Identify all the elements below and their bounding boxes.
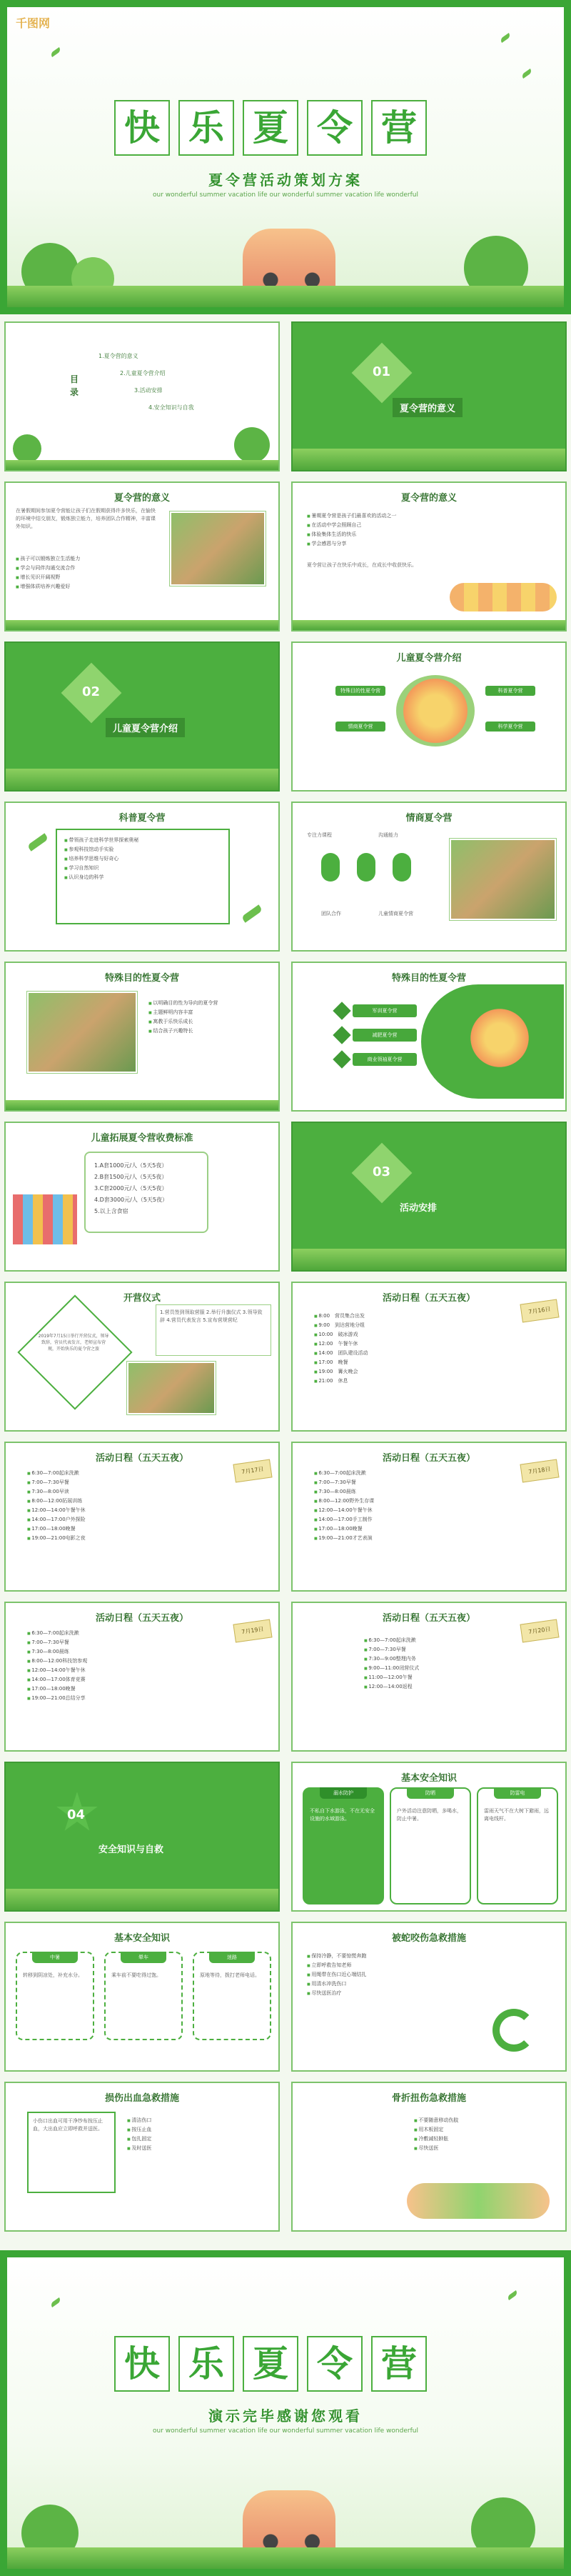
bullet-item: ■ 学会感恩与分享 [307, 539, 550, 549]
science-box [56, 829, 230, 924]
ending-slide [0, 2250, 571, 2576]
day5-slide [291, 1602, 567, 1752]
grass [6, 1100, 278, 1110]
slide-title: 活动日程（五天五夜） [95, 1613, 188, 1624]
day1-slide [291, 1282, 567, 1432]
date-tag: 7月17日 [233, 1459, 272, 1483]
card-header: 防雷电 [494, 1787, 541, 1799]
toc-item[interactable]: 1.夏令营的意义 [98, 353, 138, 359]
snake-bullets [307, 1952, 500, 1998]
ending-title [114, 2336, 427, 2392]
eq-pill [321, 853, 340, 882]
cover-english: our wonderful summer vacation life our wonderful summer vacation life wonderful [153, 191, 418, 199]
opening-box-text: 1.营员签到领取营服 2.举行升旗仪式 3.领导致辞 4.营员代表发言 5.宣布营规营纪 [160, 1309, 263, 1323]
section-slide-02 [4, 641, 280, 792]
toc-slide [4, 321, 280, 471]
safety-slide-1 [291, 1762, 567, 1912]
card-header: 迷路 [209, 1952, 255, 1963]
bullet-item: ■ 按压止血 [127, 2125, 263, 2135]
tree-icon [234, 427, 270, 463]
title-char: 夏 [243, 100, 298, 156]
schedule-item: ■ 7:30—9:00整理内务 [364, 1654, 507, 1664]
kids-water-photo [27, 992, 137, 1073]
schedule-item: ■ 9:00—11:00闭营仪式 [364, 1664, 507, 1673]
opening-diamond [17, 1294, 132, 1409]
eq-slide [291, 802, 567, 952]
bleed-slide [4, 2082, 280, 2232]
bullet-item: ■ 用绳带在伤口近心端结扎 [307, 1970, 500, 1980]
schedule-item: ■ 14:00—17:00户外探险 [27, 1515, 220, 1524]
title-char: 令 [307, 2336, 363, 2392]
schedule-item: ■ 11:00—12:00午餐 [364, 1673, 507, 1682]
grass [6, 460, 278, 470]
schedule-item: ■ 12:00—14:00午餐午休 [314, 1506, 507, 1515]
schedule-item: ■ 19:00—21:00总结分享 [27, 1694, 220, 1703]
leaf-icon [50, 2297, 62, 2307]
schedule-item: ■ 12:00 午餐午休 [314, 1339, 507, 1349]
schedule-item: ■ 8:00—12:00野外生存课 [314, 1497, 507, 1506]
date-tag: 7月19日 [233, 1619, 272, 1643]
tag-badge: 科普夏令营 [485, 686, 535, 696]
bullet-item: ■ 学会与同伴沟通交流合作 [16, 564, 158, 573]
group-photo [127, 1362, 216, 1414]
eq-pill [357, 853, 375, 882]
slide-title: 特殊目的性夏令营 [391, 973, 466, 984]
slide-title: 科普夏令营 [118, 813, 166, 824]
fees-slide [4, 1122, 280, 1272]
science-bullets [64, 836, 221, 882]
slide-title: 特殊目的性夏令营 [104, 973, 179, 984]
slide-title: 骨折扭伤急救措施 [391, 2093, 466, 2104]
fee-line: 3.C套2000元/人（5天5夜） [94, 1185, 168, 1192]
kids-photo [170, 511, 266, 586]
cover-slide [0, 0, 571, 314]
card-header: 晕车 [121, 1952, 166, 1963]
intro-slide [291, 641, 567, 792]
fee-line: 4.D套3000元/人（5天5夜） [94, 1197, 168, 1203]
grass [7, 2547, 564, 2569]
logo: 千图网 [16, 16, 51, 30]
day4-slide [4, 1602, 280, 1752]
slide-title: 开营仪式 [123, 1293, 161, 1304]
leaf-icon [500, 33, 512, 43]
bullet-item: ■ 培养科学思维与好奇心 [64, 854, 221, 864]
bullet-item: ■ 增强体质培养兴趣爱好 [16, 582, 158, 591]
schedule-item: ■ 14:00—17:00体育竞赛 [27, 1675, 220, 1684]
eq-pill [393, 853, 411, 882]
schedule-item: ■ 7:30—8:00晨练 [27, 1647, 220, 1657]
schedule-item: ■ 6:30—7:00起床洗漱 [27, 1629, 220, 1638]
meaning-slide-1 [4, 481, 280, 631]
bicycle-kids-illustration [243, 229, 335, 293]
schedule-item: ■ 7:00—7:30早餐 [364, 1645, 507, 1654]
schedule-item: ■ 12:00—14:00返程 [364, 1682, 507, 1692]
card-body: 乘车前不要吃得过饱。 [111, 1972, 161, 1978]
tag-badge: 特殊目的性夏令营 [335, 686, 385, 696]
grass [6, 769, 278, 790]
date-tag: 7月16日 [520, 1299, 559, 1323]
toc-list [98, 348, 194, 416]
meaning-paragraph: 夏令营让孩子在快乐中成长，在成长中收获快乐。 [307, 562, 417, 568]
hex-icon [333, 1026, 350, 1044]
card-header: 溺水防护 [320, 1787, 367, 1799]
special-slide-2 [291, 962, 567, 1112]
fracture-bullets [414, 2116, 550, 2153]
section-title: 活动安排 [400, 1203, 438, 1214]
schedule-item: ■ 7:00—7:30早餐 [27, 1638, 220, 1647]
section-number: 02 [82, 684, 101, 699]
special-slide-1 [4, 962, 280, 1112]
section-slide-03 [291, 1122, 567, 1272]
schedule-list [314, 1312, 507, 1386]
toc-item[interactable]: 2.儿童夏令营介绍 [120, 370, 166, 376]
slide-title: 儿童拓展夏令营收费标准 [91, 1133, 193, 1144]
schedule-item: ■ 14:00—17:00手工制作 [314, 1515, 507, 1524]
schedule-item: ■ 17:00 晚餐 [314, 1358, 507, 1367]
section-title: 安全知识与自救 [98, 1844, 164, 1855]
safety-card [390, 1787, 471, 1904]
toc-item[interactable]: 4.安全知识与自我 [148, 404, 194, 411]
bullet-item: ■ 冷敷减轻肿胀 [414, 2135, 550, 2144]
schedule-list [314, 1469, 507, 1543]
safety-card [477, 1787, 558, 1904]
grass [6, 1889, 278, 1910]
kids-illustration [450, 583, 557, 611]
bullet-item: ■ 不要随意移动伤肢 [414, 2116, 550, 2125]
ending-english: our wonderful summer vacation life our wonderful summer vacation life wonderful [153, 2427, 418, 2435]
fee-line: 5.以上含食宿 [94, 1208, 128, 1214]
bullet-item: ■ 以明确目的性为导向的夏令营 [148, 999, 270, 1008]
card-body: 不私自下水游泳，不在无安全设施的水域游泳。 [310, 1808, 375, 1822]
bullet-item: ■ 用清水冲洗伤口 [307, 1980, 500, 1989]
item-badge: 军训夏令营 [353, 1004, 417, 1017]
schedule-item: ■ 6:30—7:00起床洗漱 [364, 1636, 507, 1645]
safety-card [16, 1952, 94, 2040]
fees-list [94, 1160, 168, 1217]
bullet-item: ■ 立即呼救告知老师 [307, 1961, 500, 1970]
safety-card [303, 1787, 384, 1904]
eq-label: 沟通能力 [378, 832, 398, 838]
hex-icon [333, 1050, 350, 1068]
schedule-item: ■ 8:00—12:00科技馆参观 [27, 1657, 220, 1666]
science-slide [4, 802, 280, 952]
section-title: 儿童夏令营介绍 [106, 718, 185, 737]
kids-group-illustration [396, 675, 475, 747]
schedule-list [27, 1469, 220, 1543]
schedule-item: ■ 6:30—7:00起床洗漱 [27, 1469, 220, 1478]
schedule-list [27, 1629, 220, 1703]
bullet-item: ■ 主题鲜明内容丰富 [148, 1008, 270, 1017]
schedule-item: ■ 7:00—7:30早餐 [314, 1478, 507, 1487]
grass [293, 620, 565, 630]
slide-title: 被蛇咬伤急救措施 [391, 1933, 466, 1944]
bullet-item: ■ 尽快送医 [414, 2144, 550, 2153]
title-char: 夏 [243, 2336, 298, 2392]
leaf-icon [507, 2290, 519, 2300]
title-char: 令 [307, 100, 363, 156]
card-body: 转移到阴凉处，补充水分。 [23, 1972, 83, 1978]
safety-slide-2 [4, 1922, 280, 2072]
card-header: 中暑 [32, 1952, 78, 1963]
title-char: 乐 [178, 100, 234, 156]
opening-diamond-text: 2019年7月15日举行开营仪式，领导致辞，营员代表发言，老师宣布营规，开始快乐的夏令营之旅 [38, 1334, 109, 1352]
slide-title: 儿童夏令营介绍 [396, 653, 462, 664]
schedule-item: ■ 12:00—14:00午餐午休 [27, 1506, 220, 1515]
schedule-item: ■ 19:00 篝火晚会 [314, 1367, 507, 1377]
toc-label: 目录 [70, 374, 79, 397]
bicycle-kids-illustration [243, 2490, 335, 2555]
bullet-item: ■ 及时送医 [127, 2144, 263, 2153]
snake-slide [291, 1922, 567, 2072]
slide-title: 夏令营的意义 [400, 493, 457, 504]
schedule-item: ■ 17:00—18:00晚餐 [314, 1524, 507, 1534]
grass [6, 620, 278, 630]
fee-line: 2.B套1500元/人（5天5夜） [94, 1174, 168, 1180]
card-body: 原地等待，拨打老师电话。 [200, 1972, 260, 1978]
slide-title: 活动日程（五天五夜） [382, 1613, 475, 1624]
title-char: 快 [114, 2336, 170, 2392]
title-char: 营 [371, 2336, 427, 2392]
leaf-icon [50, 47, 62, 57]
eq-label: 团队合作 [321, 911, 341, 917]
tag-badge: 情商夏令营 [335, 722, 385, 732]
eq-label: 儿童情商夏令营 [378, 911, 413, 917]
slide-title: 活动日程（五天五夜） [382, 1293, 475, 1304]
section-slide-04 [4, 1762, 280, 1912]
cover-title [114, 100, 427, 156]
toc-item[interactable]: 3.活动安排 [134, 387, 163, 394]
meaning-paragraph: 在暑假期间参加夏令营能让孩子们在假期获得许多快乐，在愉快的环境中结交朋友，锻炼独立能力，培养团队合作精神，丰富课外知识。 [16, 508, 156, 529]
meaning-bullets [307, 511, 550, 549]
bleed-left-text: 小伤口出血可用干净纱布按压止血，大出血应立即呼救并送医。 [33, 2118, 103, 2132]
schedule-item: ■ 6:30—7:00起床洗漱 [314, 1469, 507, 1478]
schedule-item: ■ 19:00—21:00才艺表演 [314, 1534, 507, 1543]
grass [7, 286, 564, 307]
bullet-item: ■ 尽快送医治疗 [307, 1989, 500, 1998]
schedule-item: ■ 14:00 团队建设活动 [314, 1349, 507, 1358]
slide-title: 基本安全知识 [113, 1933, 170, 1944]
tree-icon [13, 434, 41, 463]
card-body: 雷雨天气不在大树下避雨，远离电线杆。 [484, 1808, 549, 1822]
section-title: 夏令营的意义 [393, 398, 463, 417]
bullet-item: ■ 体验集体生活的快乐 [307, 530, 550, 539]
schedule-item: ■ 19:00—21:00电影之夜 [27, 1534, 220, 1543]
grass [293, 449, 565, 470]
schedule-item: ■ 10:00 破冰游戏 [314, 1330, 507, 1339]
cover-subtitle: 夏令营活动策划方案 [208, 171, 363, 189]
fracture-slide [291, 2082, 567, 2232]
safety-card [104, 1952, 183, 2040]
slide-title: 活动日程（五天五夜） [382, 1453, 475, 1464]
schedule-item: ■ 9:00 到达营地分组 [314, 1321, 507, 1330]
bullet-item: ■ 结合孩子兴趣特长 [148, 1027, 270, 1036]
slide-title: 损伤出血急救措施 [104, 2093, 179, 2104]
books-illustration [13, 1194, 77, 1244]
slide-title: 夏令营的意义 [113, 493, 170, 504]
bullet-item: ■ 清洁伤口 [127, 2116, 263, 2125]
section-number: 03 [373, 1164, 391, 1179]
schedule-item: ■ 7:00—7:30早餐 [27, 1478, 220, 1487]
schedule-item: ■ 7:30—8:00早读 [27, 1487, 220, 1497]
bullet-item: ■ 认识身边的科学 [64, 873, 221, 882]
bullet-item: ■ 孩子可以锻炼独立生活能力 [16, 554, 158, 564]
item-badge: 减肥夏令营 [353, 1029, 417, 1042]
section-number: 01 [373, 364, 391, 379]
date-tag: 7月20日 [520, 1619, 559, 1643]
schedule-item: ■ 12:00—14:00午餐午休 [27, 1666, 220, 1675]
day2-slide [4, 1442, 280, 1592]
bullet-item: ■ 用木板固定 [414, 2125, 550, 2135]
leaf-icon [241, 904, 263, 922]
schedule-item: ■ 7:30—8:00晨练 [314, 1487, 507, 1497]
schedule-list [364, 1636, 507, 1692]
schedule-item: ■ 21:00 休息 [314, 1377, 507, 1386]
title-char: 营 [371, 100, 427, 156]
ending-subtitle: 演示完毕感谢您观看 [208, 2407, 363, 2425]
fee-line: 1.A套1000元/人（5天5夜） [94, 1162, 168, 1169]
bleed-bullets [127, 2116, 263, 2153]
special-bullets [148, 999, 270, 1036]
leaf-icon [27, 833, 49, 851]
eq-label: 专注力课程 [307, 832, 332, 838]
schedule-item: ■ 8:00—12:00拓展训练 [27, 1497, 220, 1506]
date-tag: 7月18日 [520, 1459, 559, 1483]
hex-icon [333, 1002, 350, 1019]
fees-box [84, 1152, 208, 1233]
schedule-item: ■ 8:00 营员集合出发 [314, 1312, 507, 1321]
kids-photo [450, 839, 556, 920]
safety-card [193, 1952, 271, 2040]
tag-badge: 科学夏令营 [485, 722, 535, 732]
item-badge: 商业领袖夏令营 [353, 1053, 417, 1066]
kids-bike-illustration [407, 2183, 550, 2219]
section-number: 04 [67, 1807, 86, 1822]
day3-slide [291, 1442, 567, 1592]
meaning-slide-2 [291, 481, 567, 631]
opening-slide [4, 1282, 280, 1432]
card-header: 防晒 [407, 1787, 454, 1799]
bullet-item: ■ 保持冷静，不要惊慌奔跑 [307, 1952, 500, 1961]
bullet-item: ■ 学习自然知识 [64, 864, 221, 873]
schedule-item: ■ 17:00—18:00晚餐 [27, 1524, 220, 1534]
leaf-icon [521, 69, 533, 79]
bullet-item: ■ 带领孩子走进科学世界探索奥秘 [64, 836, 221, 845]
meaning-bullets [16, 554, 158, 591]
slide-title: 基本安全知识 [400, 1773, 457, 1784]
grass [293, 1249, 565, 1270]
kids-group-illustration [464, 1006, 535, 1070]
bullet-item: ■ 参观科技馆动手实验 [64, 845, 221, 854]
card-body: 户外活动注意防晒，多喝水，防止中暑。 [397, 1808, 462, 1822]
snake-icon [492, 2009, 535, 2052]
title-char: 乐 [178, 2336, 234, 2392]
title-char: 快 [114, 100, 170, 156]
bullet-item: ■ 包扎固定 [127, 2135, 263, 2144]
slide-title: 情商夏令营 [405, 813, 453, 824]
section-slide-01 [291, 321, 567, 471]
bullet-item: ■ 寓教于乐快乐成长 [148, 1017, 270, 1027]
bullet-item: ■ 在活动中学会照顾自己 [307, 521, 550, 530]
schedule-item: ■ 17:00—18:00晚餐 [27, 1684, 220, 1694]
slide-title: 活动日程（五天五夜） [95, 1453, 188, 1464]
bullet-item: ■ 暑期夏令营是孩子们最喜欢的活动之一 [307, 511, 550, 521]
bullet-item: ■ 增长见识开阔视野 [16, 573, 158, 582]
